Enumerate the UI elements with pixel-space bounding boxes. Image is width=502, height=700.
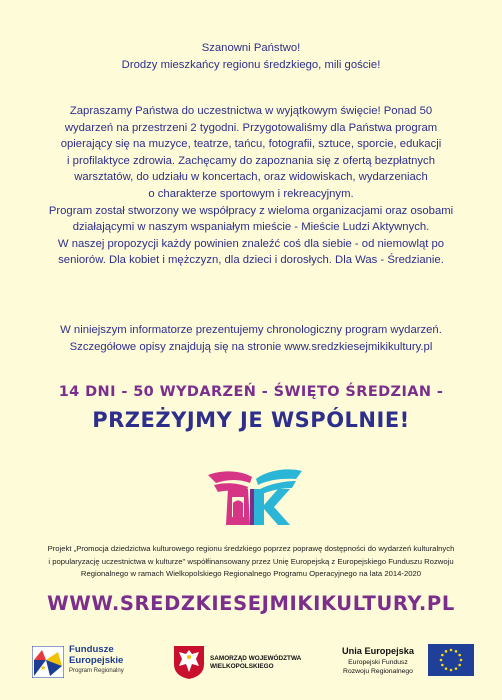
intro-line: warsztatów, do udziału w koncertach, oraz widowiskach, wydarzeniach bbox=[74, 171, 428, 184]
fundusze-europejskie-logo bbox=[32, 642, 152, 682]
sw-line-2: WIELKOPOLSKIEGO bbox=[210, 663, 274, 670]
eagle-crest-icon bbox=[172, 644, 206, 680]
intro-line: seniorów. Dla kobiet i mężczyzn, dla dzieci i dorosłych. Dla Was - Średzianie. bbox=[58, 254, 444, 267]
ue-line-2: Europejski Fundusz bbox=[348, 659, 408, 666]
ue-line-3: Rozwoju Regionalnego bbox=[343, 668, 413, 675]
intro-line: działającymi w naszym wspaniałym mieście - Mieście Ludzi Aktywnych. bbox=[72, 221, 430, 234]
unia-europejska-logo bbox=[332, 642, 472, 682]
greeting-line-1: Szanowni Państwo! bbox=[201, 42, 301, 54]
eu-star-icon bbox=[441, 664, 444, 667]
intro-paragraph bbox=[30, 103, 472, 269]
fundusze-europejskie-icon bbox=[32, 646, 64, 678]
sejmiki-kultury-logo bbox=[206, 467, 304, 527]
greeting bbox=[0, 40, 502, 73]
slogan-line-2: PRZEŻYJMY JE WSPÓLNIE! bbox=[92, 408, 410, 432]
info-paragraph bbox=[30, 322, 472, 355]
project-line: Regionalnego w ramach Wielkopolskiego Regionalnego Programu Operacyjnego na lata 2014-2020 bbox=[80, 569, 422, 578]
eu-star-icon bbox=[445, 667, 448, 670]
intro-line: i profilaktyce zdrowia. Zachęcamy do zapoznania się z ofertą bezpłatnych bbox=[67, 154, 435, 167]
eu-star-icon bbox=[458, 654, 461, 657]
samorzad-wojewodztwa-logo bbox=[172, 642, 302, 682]
ue-line-1: Unia Europejska bbox=[342, 646, 414, 656]
info-line: W niniejszym informatorze prezentujemy chronologiczny program wydarzeń. bbox=[60, 324, 442, 336]
project-line: Projekt „Promocja dziedzictwa kulturowego regionu średzkiego poprzez poprawę dostępności do wydarzeń kulturalnych bbox=[47, 544, 455, 553]
svg-text:★: ★ bbox=[40, 664, 47, 672]
sw-line-1: SAMORZĄD WOJEWÓDZTWA bbox=[210, 655, 302, 662]
eu-star-icon bbox=[450, 669, 453, 672]
website-url[interactable]: WWW.SREDZKIESEJMIKIKULTURY.PL bbox=[47, 592, 455, 615]
eu-star-icon bbox=[455, 667, 458, 670]
fe-line-2: Europejskie bbox=[69, 655, 124, 666]
fe-line-3: Program Regionalny bbox=[69, 668, 124, 674]
info-line: Szczegółowe opisy znajdują się na stronie www.sredzkiesejmikikultury.pl bbox=[69, 340, 433, 353]
eu-star-icon bbox=[440, 659, 443, 662]
eu-flag-icon bbox=[428, 644, 474, 676]
eu-star-icon bbox=[450, 649, 453, 652]
eu-star-icon bbox=[455, 650, 458, 653]
project-description bbox=[22, 543, 480, 581]
intro-line: Program został stworzony we współpracy z wieloma organizacjami oraz osobami bbox=[48, 204, 454, 217]
eu-star-icon bbox=[445, 650, 448, 653]
intro-line: o charakterze sportowym i rekreacyjnym. bbox=[148, 187, 354, 200]
intro-line: opierający się na muzyce, teatrze, tańcu, fotografii, sztuce, sporcie, edukacji bbox=[60, 138, 442, 151]
project-line: i popularyzację uczestnictwa w kulturze" współfinansowany przez Unię Europejską z Europejskiego Funduszu Rozwoju bbox=[48, 556, 454, 566]
intro-line: W naszej propozycji każdy powinien znaleźć coś dla siebie - od niemowląt po bbox=[57, 237, 445, 250]
eu-star-icon bbox=[460, 659, 463, 662]
fe-line-1: Fundusze bbox=[69, 644, 114, 655]
greeting-line-2: Drodzy mieszkańcy regionu średzkiego, mili goście! bbox=[121, 58, 381, 71]
eu-star-icon bbox=[441, 654, 444, 657]
sponsor-logos-bar bbox=[0, 640, 502, 690]
slogan-line-1: 14 DNI - 50 WYDARZEŃ - ŚWIĘTO ŚREDZIAN - bbox=[58, 384, 444, 400]
eu-star-icon bbox=[458, 664, 461, 667]
intro-line: wydarzeń na przestrzeni 2 tygodni. Przygotowaliśmy dla Państwa program bbox=[64, 121, 438, 134]
intro-line: Zapraszamy Państwa do uczestnictwa w wyjątkowym święcie! Ponad 50 bbox=[69, 105, 433, 117]
